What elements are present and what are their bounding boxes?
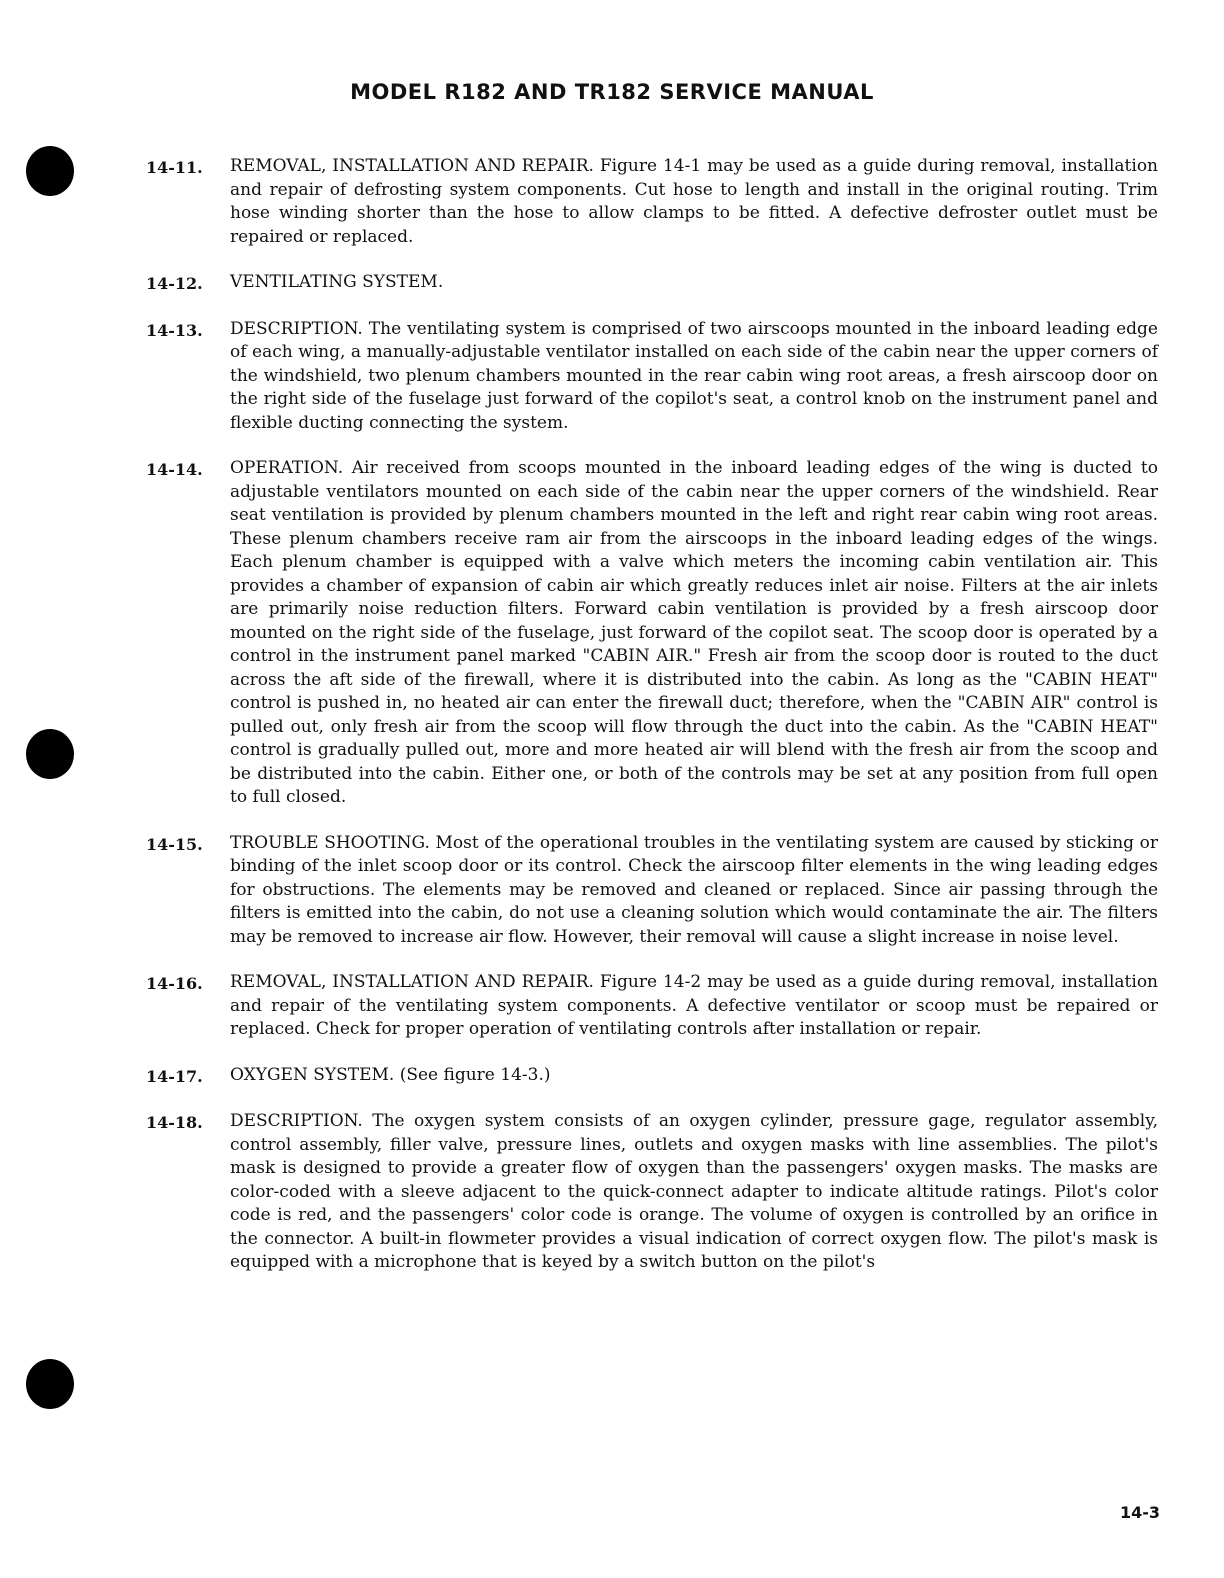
page-number: 14-3 — [1119, 1503, 1160, 1522]
binder-hole-top — [26, 146, 74, 196]
paragraph-14-15 — [146, 832, 1158, 950]
paragraph-text: TROUBLE SHOOTING. Most of the operational troubles in the ventilating system are caused by sticking or binding of the inlet scoop door or its control. Check the airscoop filter elements in the wing leading edges for obstructions. The elements may be removed and cleaned or replaced. Since air passing through the filters is emitted into the cabin, do not use a cleaning solution which would contaminate the air. The filters may be removed to increase air flow. However, their removal will cause a slight increase in noise level. — [230, 832, 1158, 947]
paragraph-text: OXYGEN SYSTEM. (See figure 14-3.) — [230, 1064, 551, 1085]
paragraph-text: DESCRIPTION. The oxygen system consists of an oxygen cylinder, pressure gage, regulator assembly, control assembly, filler valve, pressure lines, outlets and oxygen masks with line assemblies. The pilot's mask is designed to provide a greater flow of oxygen than the passengers' oxygen masks. The masks are color-coded with a sleeve adjacent to the quick-connect adapter to indicate altitude ratings. Pilot's color code is red, and the passengers' color code is orange. The volume of oxygen is controlled by an orifice in the connector. A built-in flowmeter provides a visual indication of correct oxygen flow. The pilot's mask is equipped with a microphone that is keyed by a switch button on the pilot's — [230, 1111, 1158, 1272]
paragraph-14-14 — [146, 457, 1158, 810]
binder-hole-middle — [26, 729, 74, 779]
paragraph-number: 14-11. — [146, 158, 203, 177]
paragraph-14-18 — [146, 1110, 1158, 1275]
paragraph-14-17 — [146, 1064, 1158, 1089]
paragraph-number: 14-13. — [146, 320, 203, 340]
paragraph-14-13 — [146, 318, 1158, 436]
paragraph-number: 14-17. — [146, 1066, 203, 1086]
paragraph-number: 14-15. — [146, 834, 203, 854]
page-header: MODEL R182 AND TR182 SERVICE MANUAL — [350, 80, 874, 104]
paragraph-14-12 — [146, 271, 1158, 296]
paragraph-number: 14-16. — [146, 974, 203, 993]
paragraph-14-11 — [146, 155, 1158, 249]
binder-hole-bottom — [26, 1359, 74, 1409]
paragraph-number: 14-18. — [146, 1113, 203, 1132]
paragraph-text: REMOVAL, INSTALLATION AND REPAIR. Figure 14-2 may be used as a guide during removal, installation and repair of the ventilating system components. A defective ventilator or scoop must be repaired or replaced. Check for proper operation of ventilating controls after installation or repair. — [230, 972, 1158, 1039]
paragraph-number: 14-12. — [146, 274, 203, 293]
paragraph-text: OPERATION. Air received from scoops mounted in the inboard leading edges of the wing is ducted to adjustable ventilators mounted on each side of the cabin near the upper corners of the windshield. Rear seat ventilation is provided by plenum chambers mounted in the left and right rear cabin wing root areas. These plenum chambers receive ram air from the airscoops in the inboard leading edges of the wings. Each plenum chamber is equipped with a valve which meters the incoming cabin ventilation air. This provides a chamber of expansion of cabin air which greatly reduces inlet air noise. Filters at the air inlets are primarily noise reduction filters. Forward cabin ventilation is provided by a fresh airscoop door mounted on the right side of the fuselage, just forward of the copilot seat. The scoop door is operated by a control in the instrument panel marked "CABIN AIR." Fresh air from the scoop door is routed to the duct across the aft side of the firewall, where it is distributed into the cabin. As long as the "CABIN HEAT" control is pushed in, no heated air can enter the firewall duct; therefore, when the "CABIN AIR" control is pulled out, only fresh air from the scoop will flow through the duct into the cabin. As the "CABIN HEAT" control is gradually pulled out, more and more heated air will blend with the fresh air from the scoop and be distributed into the cabin. Either one, or both of the controls may be set at any position from full open to full closed. — [230, 458, 1158, 807]
manual-body — [146, 155, 1158, 1297]
paragraph-text: REMOVAL, INSTALLATION AND REPAIR. Figure 14-1 may be used as a guide during removal, installation and repair of defrosting system components. Cut hose to length and install in the original routing. Trim hose winding shorter than the hose to allow clamps to be fitted. A defective defroster outlet must be repaired or replaced. — [230, 156, 1158, 247]
paragraph-text: DESCRIPTION. The ventilating system is comprised of two airscoops mounted in the inboard leading edge of each wing, a manually-adjustable ventilator installed on each side of the cabin near the upper corners of the windshield, two plenum chambers mounted in the rear cabin wing root areas, a fresh airscoop door on the right side of the fuselage just forward of the copilot's seat, a control knob on the instrument panel and flexible ducting connecting the system. — [230, 318, 1158, 433]
paragraph-number: 14-14. — [146, 460, 203, 479]
paragraph-text: VENTILATING SYSTEM. — [230, 272, 444, 292]
paragraph-14-16 — [146, 971, 1158, 1042]
